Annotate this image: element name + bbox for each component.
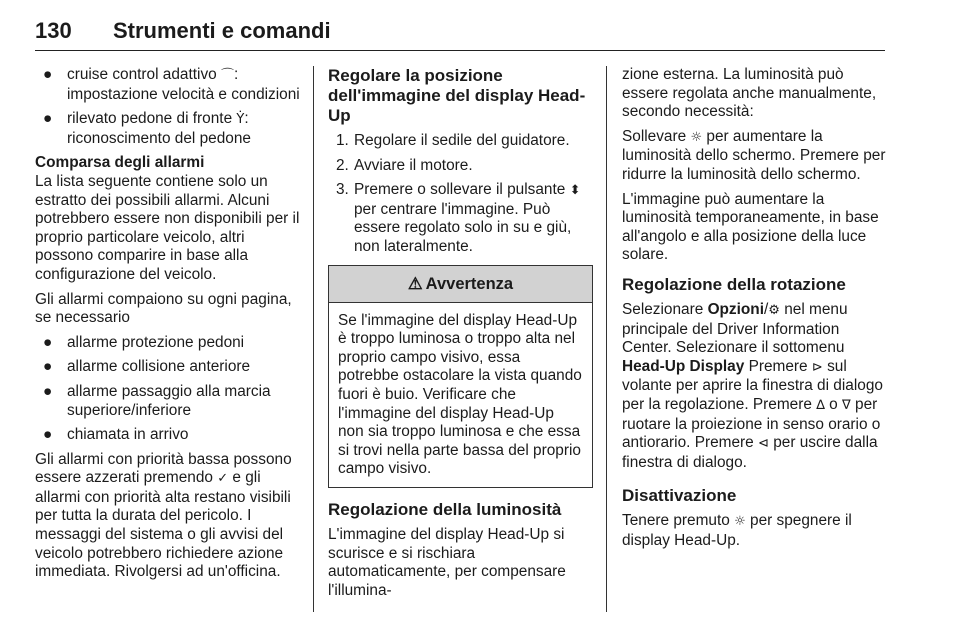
pedestrian-icon: Ẏ — [236, 112, 245, 128]
paragraph: Tenere premuto ☼ per spegnere il display Head-Up. — [622, 512, 852, 549]
warning-text: Se l'immagine del display Head-Up è troppo luminosa o troppo alta nel proprio campo visivo, essa potrebbe ostacolare la vista quando fuori è buio. Verificare che l'immagine del display Head-Up non sia troppo luminosa e che essa si trovi nella parte bassa del proprio campo visivo. — [338, 311, 582, 478]
paragraph: La lista seguente contiene solo un estratto dei possibili allarmi. Alcuni potrebbero essere non disponibili per il proprio particolare veicolo, altri possono comparire in base alla configurazione del veicolo. — [35, 172, 300, 283]
column-right — [622, 66, 890, 556]
column-left — [35, 66, 300, 588]
section-heading: Regolazione della rotazione — [622, 274, 846, 294]
list-item: ● cruise control adattivo ⌒: impostazione velocità e condizioni — [43, 66, 300, 103]
list-item: ● allarme protezione pedoni — [43, 333, 245, 351]
list-item: 3. Premere o sollevare il pulsante ⬍ per centrare l'immagine. Può essere regolato solo in su e giù, non lateralmente. — [336, 181, 581, 255]
down-icon: ∇ — [842, 397, 851, 413]
section-heading: Disattivazione — [622, 486, 737, 506]
paragraph: Selezionare Opzioni/⚙ nel menu principale del Driver Information Center. Selezionare il sottomenu Head-Up Display Premere ⊳ sul volante per aprire la finestra di dialogo per la regolazione. Premere ∆ o ∇ per ruotare la proiezione in senso orario o antiorario. Premere ⊲ per uscire dalla finestra di dialogo. — [622, 300, 883, 471]
paragraph: zione esterna. La luminosità può essere regolata anche manualmente, secondo necessità: — [622, 66, 877, 121]
warning-icon: ⚠ — [407, 274, 423, 293]
steps-list — [328, 132, 593, 257]
feature-list — [35, 66, 300, 148]
section-heading: Regolazione della luminosità — [328, 499, 562, 519]
list-item: ● chiamata in arrivo — [43, 426, 189, 444]
alarm-list — [35, 334, 300, 445]
list-item: ● allarme passaggio alla marcia superiore/inferiore — [43, 382, 271, 419]
adjust-icon: ⬍ — [569, 183, 581, 199]
page-header — [35, 18, 885, 52]
list-item: 1. Regolare il sedile del guidatore. — [336, 132, 570, 149]
paragraph: Gli allarmi compaiono su ogni pagina, se necessario — [35, 290, 292, 327]
paragraph: L'immagine può aumentare la luminosità temporaneamente, in base all'angolo e alla posizione della luce solare. — [622, 190, 879, 264]
paragraph: Sollevare ☼ per aumentare la luminosità dello schermo. Premere per ridurre la luminosità dello schermo. — [622, 127, 886, 183]
up-icon: ∆ — [816, 397, 825, 413]
back-icon: ⊲ — [758, 436, 769, 452]
running-title: Strumenti e comandi — [113, 18, 331, 43]
page-number: 130 — [35, 18, 72, 43]
list-item: 2. Avviare il motore. — [336, 156, 473, 174]
column-divider — [313, 66, 314, 612]
list-item: ● allarme collisione anteriore — [43, 358, 251, 376]
brightness-icon: ☼ — [734, 514, 746, 530]
warning-box — [328, 265, 593, 488]
warning-header: ⚠ Avvertenza — [329, 266, 592, 303]
column-middle — [328, 66, 593, 606]
paragraph: Gli allarmi con priorità bassa possono essere azzerati premendo ✓ e gli allarmi con priorità alta restano visibili per tutta la durata del pericolo. I messaggi del sistema o gli avvisi del veicolo potrebbero richiedere azione immediata. Rivolgersi ad un'officina. — [35, 450, 292, 581]
list-item: ● rilevato pedone di fronte Ẏ: riconoscimento del pedone — [43, 110, 251, 147]
check-icon: ✓ — [217, 471, 229, 487]
section-heading: Regolare la posizione dell'immagine del display Head-Up — [328, 66, 586, 125]
gear-icon: ⚙ — [768, 302, 780, 318]
cruise-control-icon: ⌒ — [220, 68, 234, 83]
next-icon: ⊳ — [811, 359, 823, 375]
section-heading: Comparsa degli allarmi — [35, 154, 205, 172]
header-rule — [35, 50, 885, 51]
paragraph: L'immagine del display Head-Up si scurisce e si rischiara automaticamente, per compensare l'illumina- — [328, 525, 566, 599]
column-divider — [606, 66, 607, 612]
brightness-icon: ☼ — [690, 129, 703, 145]
